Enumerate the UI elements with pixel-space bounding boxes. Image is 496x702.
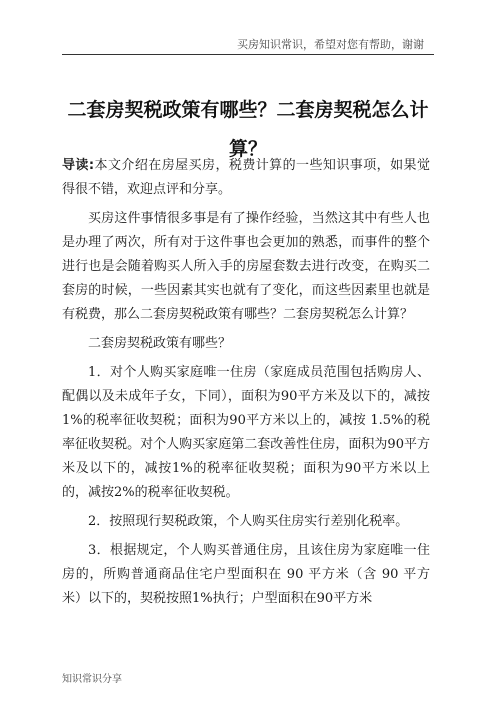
paragraph-item-3: 3．根据规定，个人购买普通住房，且该住房为家庭唯一住房的，所购普通商品住宅户型面积在 90 平方米（含 90 平方米）以下的，契税按照1%执行；户型面积在90平方米: [62, 543, 430, 606]
header-divider: [62, 54, 434, 55]
paragraph-intro: 买房这件事情很多事是有了操作经验，当然这其中有些人也是办理了两次，所有对于这件事也会更加的熟悉，而事件的整个进行也是会随着购买人所入手的房屋套数去进行改变，在购买二套房的时候，一些因素其实也就有了变化，而这些因素里也就是有税费，那么二套房契税政策有哪些？二套房契税怎么计算？: [62, 211, 430, 322]
lead-label: 导读:: [62, 158, 95, 173]
lead-paragraph: [62, 154, 430, 202]
paragraph-question: 二套房契税政策有哪些？: [88, 336, 232, 351]
page-title: 二套房契税政策有哪些？二套房契税怎么计算？: [67, 98, 429, 160]
page-header: 买房知识常识，希望对您有帮助，谢谢: [237, 38, 424, 51]
paragraph-item-2: 2．按照现行契税政策，个人购买住房实行差别化税率。: [88, 514, 409, 529]
lead-text: 本文介绍在房屋买房，税费计算的一些知识事项，如果觉得很不错，欢迎点评和分享。: [62, 158, 430, 197]
page-footer: 知识常识分享: [62, 674, 122, 685]
paragraph-item-1: 1．对个人购买家庭唯一住房（家庭成员范围包括购房人、配偶以及未成年子女，下同），面积为90平方米及以下的，减按1%的税率征收契税；面积为90平方米以上的，减按 1.5%的税率征收契税。对个人购买家庭第二套改善性住房，面积为90平方米及以下的，减按1%的税率征收契税；面积为90平方米以上的，减按2%的税率征收契税。: [62, 365, 430, 500]
document-body: [62, 154, 430, 616]
